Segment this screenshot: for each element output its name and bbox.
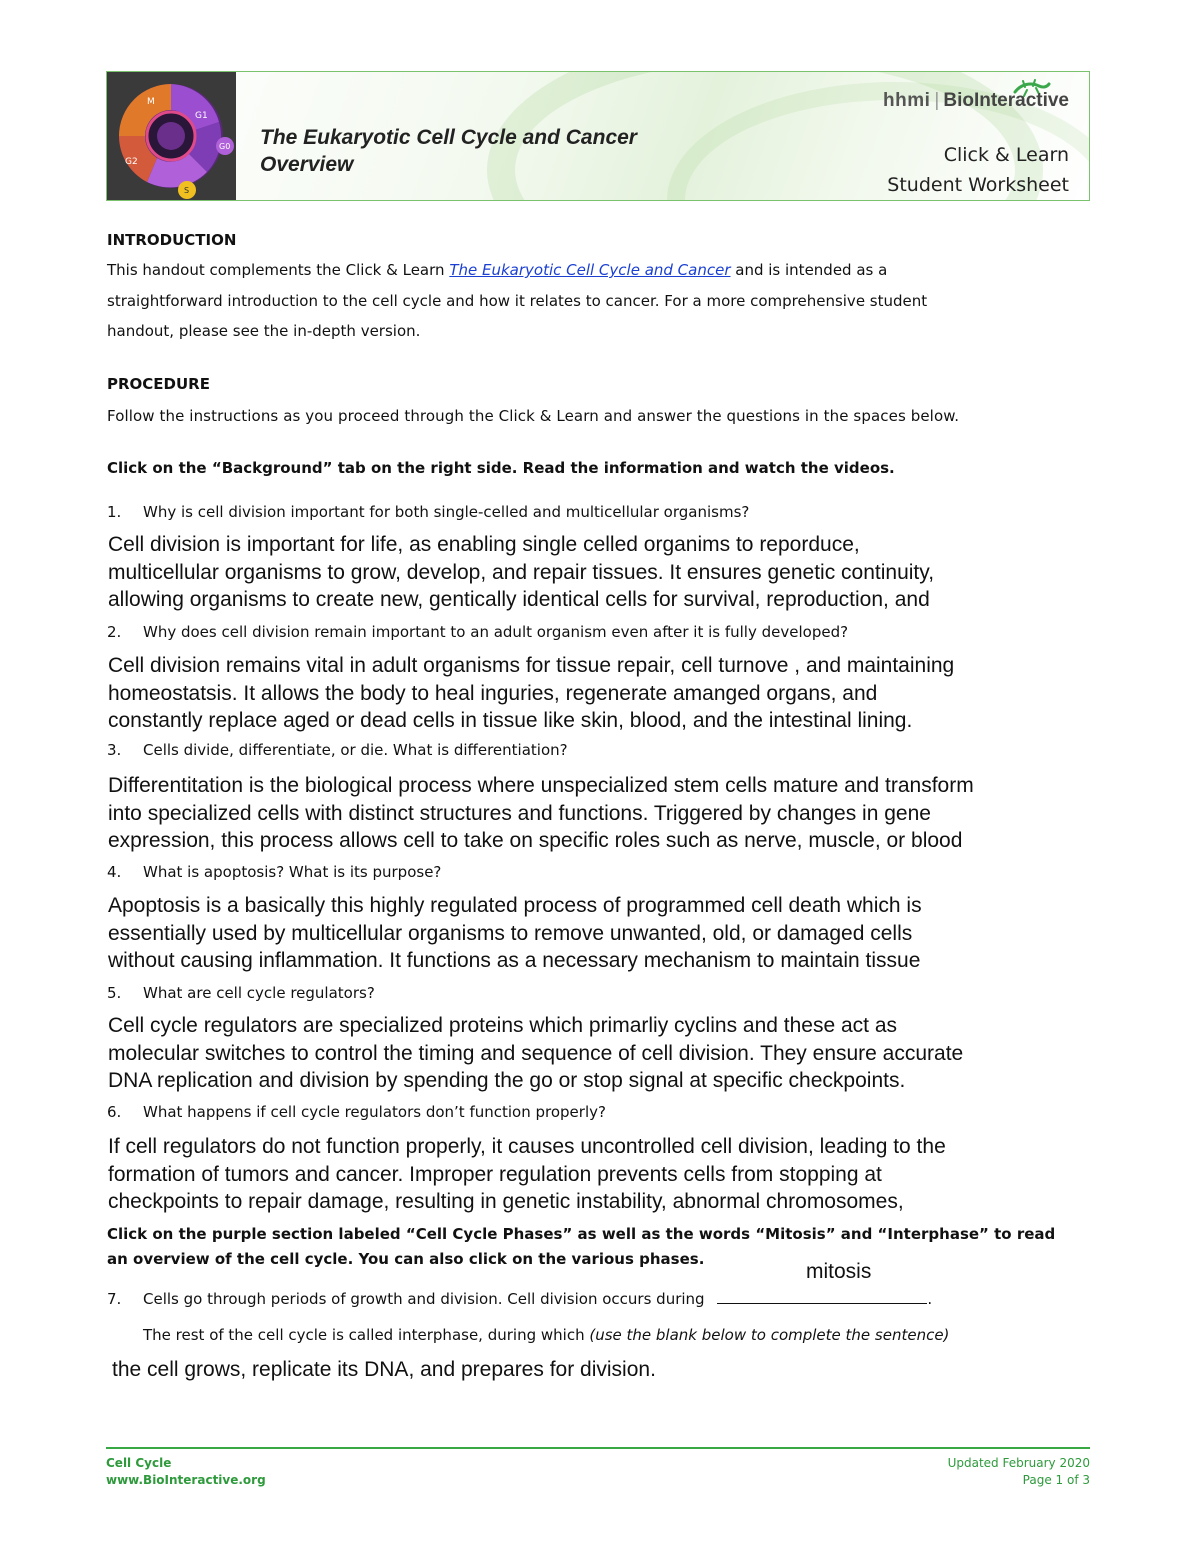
answer-3[interactable] [108, 772, 974, 855]
footer-website-link[interactable]: www.BioInteractive.org [106, 1473, 266, 1487]
answer-4[interactable] [108, 892, 922, 975]
question-number: 3. [107, 741, 122, 759]
intro-line-3: handout, please see the in-depth version. [107, 322, 421, 340]
answer-line: Apoptosis is a basically this highly regulated process of programmed cell death which is [108, 894, 922, 917]
question-2 [107, 623, 848, 641]
answer-line: Cell division is important for life, as enabling single celled organims to reporduce, [108, 533, 860, 556]
title-line-1: The Eukaryotic Cell Cycle and Cancer [260, 126, 637, 149]
intro-line-1-post: and is intended as a [730, 261, 888, 279]
question-text: Why is cell division important for both single-celled and multicellular organisms? [143, 503, 750, 521]
question-4 [107, 863, 441, 881]
footer-divider [106, 1447, 1090, 1449]
answer-line: If cell regulators do not function properly, it causes uncontrolled cell division, leading to the [108, 1135, 946, 1158]
answer-line: allowing organisms to create new, gentically identical cells for survival, reproduction, and [108, 588, 930, 611]
question-text: Cells divide, differentiate, or die. What is differentiation? [143, 741, 568, 759]
question-number: 2. [107, 623, 122, 641]
click-and-learn-link[interactable]: The Eukaryotic Cell Cycle and Cancer [449, 261, 731, 279]
q7-subprompt [143, 1326, 949, 1344]
question-3 [107, 741, 568, 759]
worksheet-type-line-1: Click & Learn [943, 144, 1069, 166]
logo-label-g2: G2 [125, 157, 138, 167]
worksheet-title [260, 124, 637, 178]
footer-updated: Updated February 2020 [947, 1456, 1090, 1470]
intro-line-1-pre: This handout complements the Click & Learn [107, 261, 450, 279]
worksheet-type [887, 140, 1069, 200]
answer-line: constantly replace aged or dead cells in tissue like skin, blood, and the intestinal lining. [108, 709, 913, 732]
answer-line: Differentitation is the biological process where unspecialized stem cells mature and transform [108, 774, 974, 797]
cell-cycle-wheel-icon [107, 72, 236, 200]
logo-label-m: M [147, 97, 155, 107]
brand-hhmi: hhmi [883, 90, 931, 111]
answer-2[interactable] [108, 652, 954, 735]
question-number: 5. [107, 984, 122, 1002]
question-text: What happens if cell cycle regulators don’t function properly? [143, 1103, 606, 1121]
answer-line: expression, this process allows cell to take on specific roles such as nerve, muscle, or blood [108, 829, 963, 852]
question-text: What is apoptosis? What is its purpose? [143, 863, 442, 881]
answer-line: formation of tumors and cancer. Improper regulation prevents cells from stopping at [108, 1162, 882, 1186]
answer-line: Cell cycle regulators are specialized proteins which primarliy cyclins and these act as [108, 1014, 898, 1037]
phases-instruction-line-1: Click on the purple section labeled “Cell Cycle Phases” as well as the words “Mitosis” and “Interphase” to read [107, 1225, 1056, 1243]
answer-line: multicellular organisms to grow, develop, and repair tissues. It ensures genetic continuity, [108, 560, 935, 584]
brand-biointeractive: BioInteractive [943, 90, 1069, 111]
background-instruction: Click on the “Background” tab on the right side. Read the information and watch the videos. [107, 459, 895, 477]
answer-line: into specialized cells with distinct structures and functions. Triggered by changes in gene [108, 801, 931, 825]
answer-5[interactable] [108, 1012, 963, 1095]
worksheet-type-line-2: Student Worksheet [887, 174, 1069, 196]
answer-line: without causing inflammation. It functions as a necessary mechanism to maintain tissue [108, 949, 921, 972]
question-number: 7. [107, 1290, 122, 1308]
footer-left [106, 1455, 266, 1489]
answer-6[interactable] [108, 1133, 946, 1216]
cell-cycle-logo [107, 72, 236, 200]
footer-right [948, 1455, 1090, 1489]
answer-line: checkpoints to repair damage, resulting in genetic instability, abnormal chromosomes, [108, 1190, 904, 1213]
answer-line: essentially used by multicellular organisms to remove unwanted, old, or damaged cells [108, 921, 913, 945]
question-number: 1. [107, 503, 122, 521]
q7-subprompt-hint: (use the blank below to complete the sentence) [589, 1326, 950, 1344]
question-text: Cells go through periods of growth and division. Cell division occurs during [143, 1290, 705, 1308]
hhmi-brand: hhmi | BioInteractive [883, 90, 1069, 111]
q7-end-punct: . [927, 1290, 933, 1308]
question-1 [107, 503, 749, 521]
answer-line: molecular switches to control the timing and sequence of cell division. They ensure accurate [108, 1041, 964, 1065]
title-line-2: Overview [260, 153, 354, 176]
question-text: What are cell cycle regulators? [143, 984, 375, 1002]
answer-line: DNA replication and division by spending the go or stop signal at specific checkpoints. [108, 1069, 906, 1092]
intro-line-1 [107, 261, 887, 279]
question-number: 4. [107, 863, 122, 881]
logo-label-g0: G0 [219, 142, 231, 151]
procedure-line-1: Follow the instructions as you proceed through the Click & Learn and answer the questions in the spaces below. [107, 407, 960, 425]
answer-blank-line[interactable] [717, 1288, 927, 1304]
answer-line: homeostatsis. It allows the body to heal inguries, regenerate amanged organs, and [108, 681, 878, 705]
question-7 [107, 1288, 932, 1308]
question-number: 6. [107, 1103, 122, 1121]
logo-label-s: S [184, 186, 190, 195]
procedure-heading: PROCEDURE [107, 375, 210, 393]
answer-7[interactable]: the cell grows, replicate its DNA, and prepares for division. [112, 1358, 656, 1381]
q7-blank-answer[interactable]: mitosis [806, 1260, 872, 1283]
answer-1[interactable] [108, 531, 934, 614]
worksheet-header [106, 71, 1090, 201]
q7-subprompt-text: The rest of the cell cycle is called interphase, during which [143, 1326, 590, 1344]
question-6 [107, 1103, 606, 1121]
answer-line: Cell division remains vital in adult organisms for tissue repair, cell turnove , and maintaining [108, 654, 955, 677]
question-5 [107, 984, 375, 1002]
intro-line-2: straightforward introduction to the cell cycle and how it relates to cancer. For a more comprehensive student [107, 292, 928, 310]
question-text: Why does cell division remain important to an adult organism even after it is fully developed? [143, 623, 849, 641]
logo-label-g1: G1 [195, 111, 208, 121]
footer-page-number: Page 1 of 3 [1022, 1473, 1090, 1487]
footer-course: Cell Cycle [106, 1456, 172, 1470]
phases-instruction-line-2: an overview of the cell cycle. You can also click on the various phases. [107, 1250, 705, 1268]
intro-heading: INTRODUCTION [107, 231, 237, 249]
